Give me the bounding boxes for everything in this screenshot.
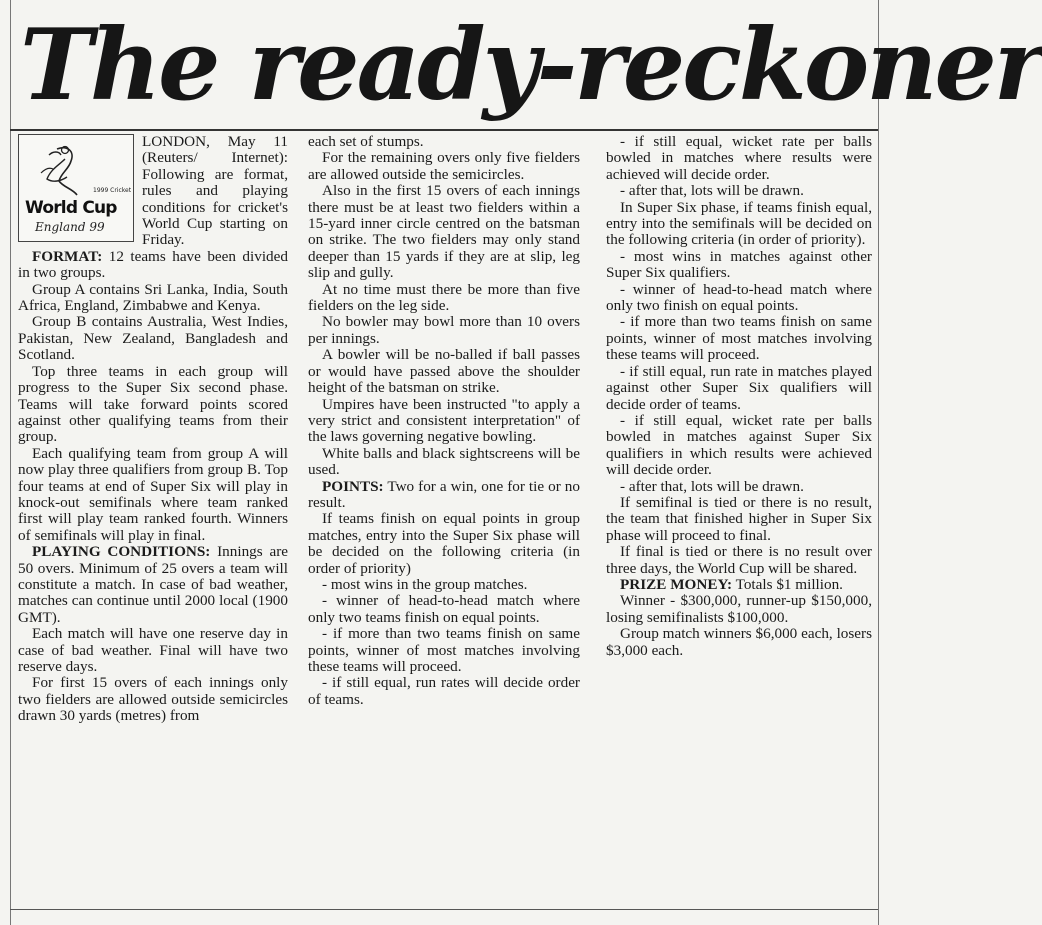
column-2 xyxy=(308,134,580,908)
paragraph-text: Each qualifying team from group A will now play three qualifiers from group B. Top four teams at end of Super Six will play in knock-out semifinals where team ranked first will play team ranked fourth. Winners of semifinals will play in final. xyxy=(18,444,288,544)
paragraph-text: 12 teams have been divided in two groups. xyxy=(18,247,288,282)
column-3 xyxy=(606,134,872,908)
paragraph xyxy=(308,134,580,150)
paragraph xyxy=(606,413,872,479)
column-3-text xyxy=(606,134,872,659)
paragraph-text: Umpires have been instructed "to apply a very strict and consistent interpretation" of the laws governing negative bowling. xyxy=(308,395,580,446)
paragraph xyxy=(606,626,872,659)
section-lead: PLAYING CONDITIONS: xyxy=(32,543,211,561)
bottom-rule xyxy=(10,909,878,910)
section-lead: FORMAT: xyxy=(32,247,103,265)
paragraph xyxy=(308,183,580,281)
paragraph-text: Totals $1 million. xyxy=(732,575,843,593)
paragraph xyxy=(18,282,288,315)
left-border xyxy=(10,0,11,925)
paragraph-text: For first 15 overs of each innings only two fielders are allowed outside semicircles drawn 30 yards (metres) from xyxy=(18,674,288,725)
svg-text:World Cup: World Cup xyxy=(25,198,117,218)
headline: The ready-reckoner xyxy=(20,8,1042,123)
paragraph-text: Group B contains Australia, West Indies, Pakistan, New Zealand, Bangladesh and Scotland. xyxy=(18,313,288,364)
cricketer-logo-icon xyxy=(19,135,133,241)
paragraph-text: In Super Six phase, if teams finish equal, entry into the semifinals will be decided on the following criteria (in order of priority). xyxy=(606,198,872,249)
paragraph-text: - if still equal, run rates will decide order of teams. xyxy=(308,674,580,708)
paragraph-text: - if more than two teams finish on same points, winner of most matches involving these teams will proceed. xyxy=(606,313,872,364)
paragraph xyxy=(606,577,872,593)
paragraph xyxy=(308,314,580,347)
svg-text:England 99: England 99 xyxy=(35,220,105,234)
paragraph xyxy=(308,479,580,512)
section-lead: PRIZE MONEY: xyxy=(620,575,733,593)
paragraph xyxy=(308,577,580,593)
paragraph-text: If semifinal is tied or there is no result, the team that finished higher in Super Six phase will proceed to final. xyxy=(606,493,872,544)
paragraph-text: - if still equal, run rate in matches played against other Super Six qualifiers will decide order of teams. xyxy=(606,362,872,413)
paragraph-text: If final is tied or there is no result over three days, the World Cup will be shared. xyxy=(606,543,872,577)
paragraph xyxy=(606,314,872,363)
paragraph xyxy=(308,397,580,446)
right-border xyxy=(878,0,879,925)
paragraph xyxy=(18,675,288,724)
paragraph xyxy=(308,511,580,577)
paragraph xyxy=(606,495,872,544)
paragraph xyxy=(18,314,288,363)
paragraph-text: - most wins in matches against other Super Six qualifiers. xyxy=(606,247,872,282)
headline-rule xyxy=(10,129,878,131)
paragraph-text: A bowler will be no-balled if ball passes or would have passed above the shoulder height of the batsman on strike. xyxy=(308,346,580,397)
paragraph xyxy=(308,675,580,708)
paragraph xyxy=(308,446,580,479)
paragraph-text: For the remaining overs only five fielders are allowed outside the semicircles. xyxy=(308,149,580,183)
paragraph-text: - if still equal, wicket rate per balls bowled in matches against Super Six qualifiers in which results were achieved will decide order. xyxy=(606,411,872,479)
paragraph xyxy=(606,282,872,315)
paragraph xyxy=(308,150,580,183)
paragraph xyxy=(606,134,872,183)
paragraph-text: - winner of head-to-head match where only two teams finish on equal points. xyxy=(308,592,580,626)
column-1 xyxy=(18,134,288,908)
paragraph xyxy=(18,544,288,626)
paragraph-text: Group match winners $6,000 each, losers $3,000 each. xyxy=(606,625,872,659)
paragraph-text: White balls and black sightscreens will be used. xyxy=(308,444,580,479)
paragraph xyxy=(308,626,580,675)
paragraph xyxy=(606,200,872,249)
paragraph-text: - winner of head-to-head match where only two finish on equal points. xyxy=(606,280,872,315)
section-lead: POINTS: xyxy=(322,477,384,495)
paragraph xyxy=(606,249,872,282)
paragraph-text: Top three teams in each group will progress to the Super Six second phase. Teams will take forward points scored against other qualifying teams from their group. xyxy=(18,362,288,446)
paragraph-text: Innings are 50 overs. Minimum of 25 overs a team will constitute a match. In case of bad weather, matches can continue until 2000 local (1900 GMT). xyxy=(18,543,288,626)
column-2-text xyxy=(308,134,580,708)
paragraph-text: No bowler may bowl more than 10 overs per innings. xyxy=(308,313,580,347)
paragraph xyxy=(606,364,872,413)
paragraph xyxy=(18,249,288,282)
paragraph-text: - after that, lots will be drawn. xyxy=(620,477,804,495)
paragraph-text: - after that, lots will be drawn. xyxy=(620,182,804,200)
svg-text:1999 Cricket: 1999 Cricket xyxy=(93,187,132,194)
paragraph xyxy=(308,593,580,626)
paragraph xyxy=(308,282,580,315)
paragraph-text: - if more than two teams finish on same points, winner of most matches involving these teams will proceed. xyxy=(308,625,580,675)
paragraph-text: - most wins in the group matches. xyxy=(322,575,528,593)
paragraph xyxy=(606,479,872,495)
paragraph-text: Two for a win, one for tie or no result. xyxy=(308,477,580,511)
paragraph xyxy=(18,364,288,446)
paragraph-text: Winner - $300,000, runner-up $150,000, losing semifinalists $100,000. xyxy=(606,592,872,626)
paragraph-text: At no time must there be more than five fielders on the leg side. xyxy=(308,280,580,315)
paragraph xyxy=(18,626,288,675)
paragraph-text: If teams finish on equal points in group matches, entry into the Super Six phase will be decided on the following criteria (in order of priority) xyxy=(308,510,580,577)
paragraph xyxy=(606,544,872,577)
paragraph-text: each set of stumps. xyxy=(308,133,424,150)
paragraph-text: - if still equal, wicket rate per balls bowled in matches where results were achieved will decide order. xyxy=(606,133,872,183)
paragraph xyxy=(606,183,872,199)
world-cup-logo xyxy=(18,134,134,242)
paragraph-text: LONDON, May 11 (Reuters/ Internet): Following are format, rules and playing conditions for cricket's World Cup starting on Friday. xyxy=(142,133,288,249)
paragraph-text: Group A contains Sri Lanka, India, South Africa, England, Zimbabwe and Kenya. xyxy=(18,280,288,315)
paragraph xyxy=(606,593,872,626)
paragraph xyxy=(308,347,580,396)
paragraph-text: Also in the first 15 overs of each innings there must be at least two fielders within a 15-yard inner circle centred on the batsman on strike. The two fielders may only stand deeper than 15 yards if they are at slip, leg slip and gully. xyxy=(308,182,580,282)
paragraph xyxy=(18,446,288,544)
paragraph-text: Each match will have one reserve day in case of bad weather. Final will have two reserve days. xyxy=(18,625,288,675)
